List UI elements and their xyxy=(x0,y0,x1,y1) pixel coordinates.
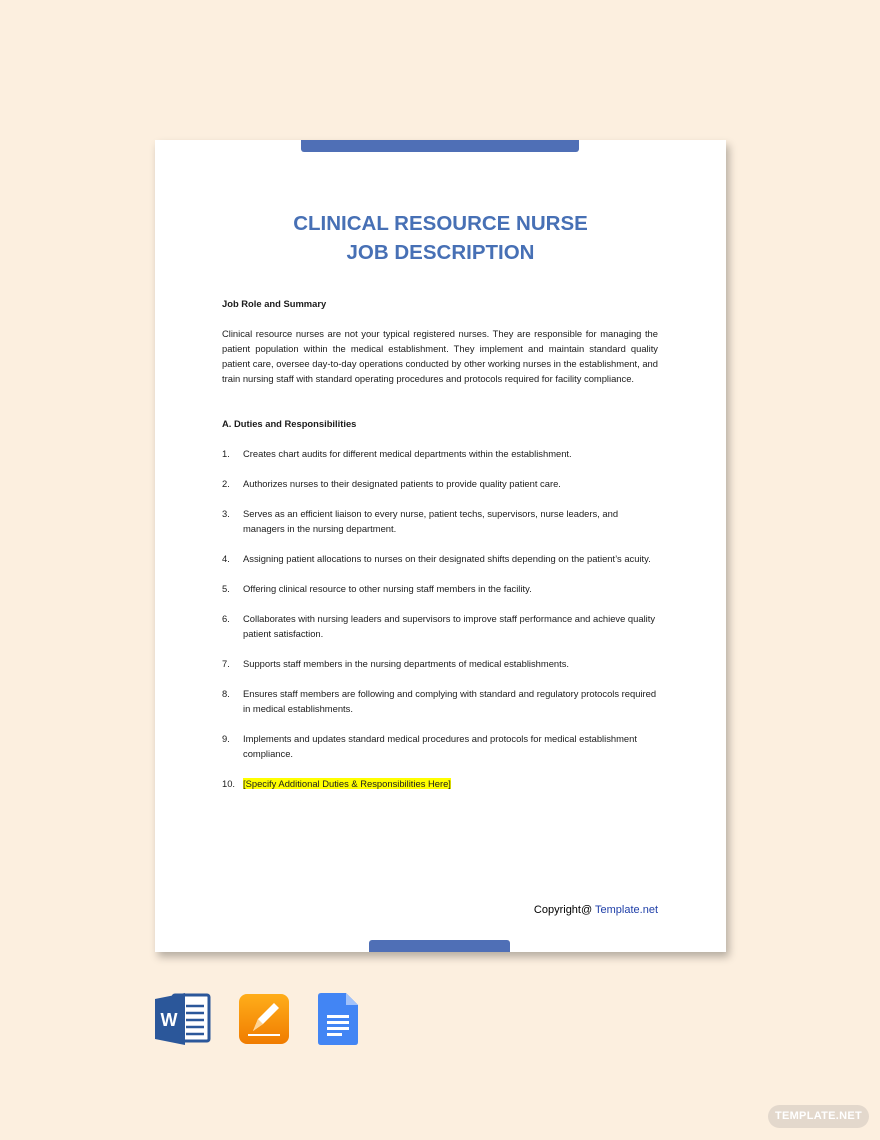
summary-paragraph: Clinical resource nurses are not your typical registered nurses. They are responsible for managing the patient population within the medical establishment. They implement and maintain standard quality patient care, oversee day-to-day operations conducted by other working nurses in the establishment, and train nursing staff with standard operating procedures and protocols required for facility compliance. xyxy=(222,328,658,384)
duty-number: 8. xyxy=(222,688,230,699)
copyright-notice xyxy=(534,904,658,916)
duty-text: Collaborates with nursing leaders and supervisors to improve staff performance and achieve quality patient satisfaction. xyxy=(243,613,656,639)
duty-text: Supports staff members in the nursing departments of medical establishments. xyxy=(243,658,570,669)
template-net-link[interactable]: Template.net xyxy=(595,904,658,916)
duties-heading: A. Duties and Responsibilities xyxy=(222,418,357,429)
duty-item xyxy=(222,611,658,641)
duty-item xyxy=(222,506,658,536)
duty-text: Creates chart audits for different medical departments within the establishment. xyxy=(243,448,572,459)
duty-number: 1. xyxy=(222,448,230,459)
duty-number: 6. xyxy=(222,613,230,624)
duty-item xyxy=(222,686,658,716)
duty-number: 5. xyxy=(222,583,230,594)
bottom-accent-bar xyxy=(369,940,510,952)
title-line-1: CLINICAL RESOURCE NURSE xyxy=(293,212,588,235)
copyright-prefix: Copyright@ xyxy=(533,904,596,916)
duty-text: Implements and updates standard medical procedures and protocols for medical establishment compliance. xyxy=(243,733,637,759)
duty-item xyxy=(222,476,658,491)
duty-text: Serves as an efficient liaison to every nurse, patient techs, supervisors, nurse leaders, and managers in the nursing department. xyxy=(243,508,619,534)
duty-item xyxy=(222,656,658,671)
duty-item xyxy=(222,446,658,461)
duty-text: Ensures staff members are following and complying with standard and regulatory protocols required in medical establishments. xyxy=(243,688,657,714)
template-net-badge[interactable]: TEMPLATE.NET xyxy=(768,1105,869,1128)
duty-item xyxy=(222,731,658,761)
summary-heading: Job Role and Summary xyxy=(222,298,327,309)
duty-number: 3. xyxy=(222,508,230,519)
duty-item xyxy=(222,776,658,791)
svg-text:W: W xyxy=(160,1010,178,1030)
duty-text: Assigning patient allocations to nurses on their designated shifts depending on the patient’s acuity. xyxy=(243,553,651,564)
google-docs-icon[interactable] xyxy=(318,993,358,1050)
word-icon[interactable] xyxy=(155,993,211,1050)
highlighted-placeholder[interactable]: [Specify Additional Duties & Responsibilities Here] xyxy=(243,778,451,789)
duty-number: 7. xyxy=(222,658,230,669)
pages-icon[interactable] xyxy=(238,993,290,1050)
document-title xyxy=(155,209,726,267)
duty-text: Offering clinical resource to other nursing staff members in the facility. xyxy=(243,583,532,594)
duty-text: Authorizes nurses to their designated patients to provide quality patient care. xyxy=(243,478,561,489)
duty-item xyxy=(222,581,658,596)
title-line-2: JOB DESCRIPTION xyxy=(346,241,535,264)
duties-list xyxy=(222,446,658,791)
duty-number: 9. xyxy=(222,733,230,744)
duty-item xyxy=(222,551,658,566)
top-accent-bar xyxy=(301,140,579,152)
document-body xyxy=(222,296,658,806)
duty-number: 10. xyxy=(222,778,236,789)
duty-number: 2. xyxy=(222,478,230,489)
document-page xyxy=(155,140,726,952)
duty-number: 4. xyxy=(222,553,230,564)
